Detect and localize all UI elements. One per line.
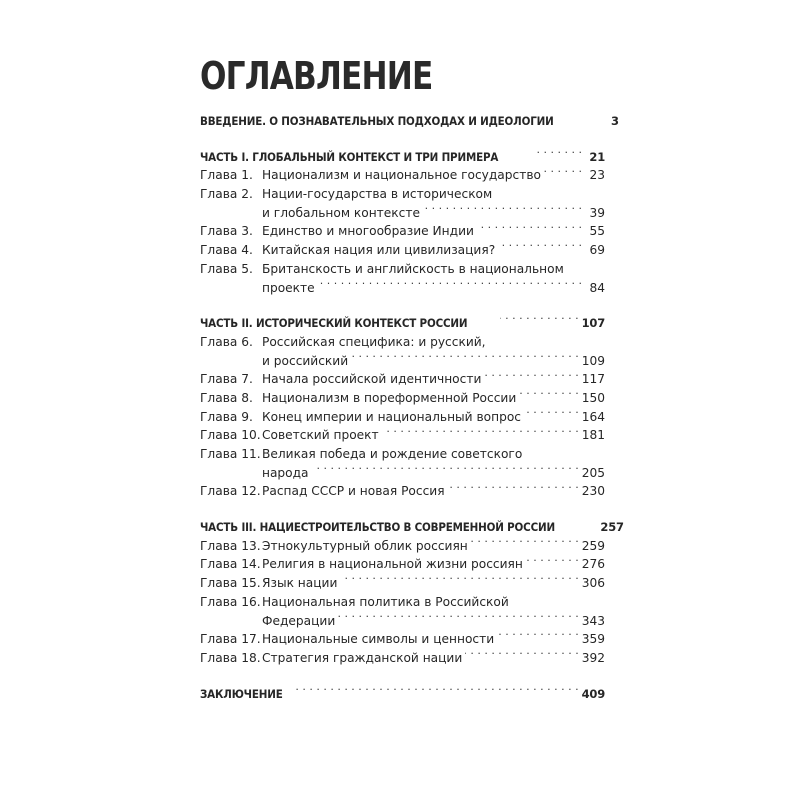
toc-page-number: 392	[581, 650, 605, 665]
toc-entry-text: Федерации	[262, 613, 336, 628]
toc-page-number: 164	[581, 409, 605, 424]
chapter-label: Глава 4.	[200, 243, 253, 258]
toc-entry-chapter-10	[200, 426, 605, 445]
leader-dots	[534, 150, 582, 162]
chapter-label: Глава 14.	[200, 557, 261, 572]
chapter-label: Глава 9.	[200, 409, 253, 424]
toc-entry-text: и российский	[262, 353, 349, 368]
leader-dots	[338, 614, 578, 626]
chapter-label: Глава 5.	[200, 261, 253, 276]
toc-page-number: 259	[581, 538, 605, 553]
chapter-label: Глава 11.	[200, 447, 261, 461]
toc-entry-text: Религия в национальной жизни россиян	[262, 557, 523, 572]
toc-entry-text: Стратегия гражданской нации	[262, 650, 463, 665]
leader-dots	[526, 557, 579, 569]
toc-page-number: 150	[581, 390, 605, 405]
toc-entry-text: Национальная политика в Российской	[262, 594, 509, 609]
toc-page-number: 117	[581, 372, 605, 387]
toc-entry-chapter-8	[200, 389, 605, 408]
toc-entry-text: Распад СССР и новая Россия	[262, 484, 445, 499]
toc-entry-chapter-5-cont	[200, 279, 605, 298]
leader-dots	[477, 224, 582, 236]
chapter-label: Глава 13.	[200, 538, 261, 553]
toc-entry-conclusion	[200, 685, 605, 704]
toc-entry-text: и глобальном контексте	[262, 205, 420, 220]
leader-dots	[340, 576, 578, 588]
toc-page-number: 109	[581, 353, 605, 368]
chapter-label: Глава 15.	[200, 576, 261, 591]
toc-entry-part-3	[200, 518, 624, 537]
toc-entry-chapter-12	[200, 482, 605, 501]
toc-page-number: 306	[581, 576, 605, 591]
toc-entry-text: Национализм в пореформенной России	[262, 390, 517, 405]
toc-entry-chapter-16	[200, 593, 605, 612]
toc-page-number: 276	[581, 557, 605, 572]
page-title: ОГЛАВЛЕНИЕ	[200, 54, 433, 98]
toc-entry-chapter-2-cont	[200, 204, 605, 223]
toc-entry-intro	[200, 112, 619, 131]
leader-dots	[500, 316, 579, 328]
toc-entry-chapter-2	[200, 185, 605, 204]
toc-page-number: 230	[581, 484, 605, 499]
chapter-label: Глава 1.	[200, 168, 253, 183]
toc-entry-text: Российская специфика: и русский,	[262, 334, 486, 349]
toc-entry-text: Язык нации	[262, 576, 338, 591]
toc-entry-text: Национальные символы и ценности	[262, 632, 495, 647]
toc-page-number: 39	[589, 205, 605, 220]
toc-entry-text: Единство и многообразие Индии	[262, 224, 474, 239]
toc-entry-text: ЧАСТЬ III. НАЦИЕСТРОИТЕЛЬСТВО В СОВРЕМЕННОЙ РОССИИ	[200, 520, 555, 535]
chapter-label: Глава 6.	[200, 334, 253, 349]
toc-page-number: 55	[589, 224, 605, 239]
toc-entry-chapter-7	[200, 370, 605, 389]
leader-dots	[471, 539, 579, 551]
toc-page-number: 84	[589, 280, 605, 295]
toc-entry-chapter-9	[200, 408, 605, 427]
toc-page-number: 21	[589, 149, 605, 164]
leader-dots	[423, 206, 582, 218]
toc-entry-text: ЧАСТЬ I. ГЛОБАЛЬНЫЙ КОНТЕКСТ И ТРИ ПРИМЕРА	[200, 149, 499, 164]
leader-dots	[497, 632, 579, 644]
leader-dots	[465, 651, 578, 663]
toc-entry-chapter-3	[200, 222, 605, 241]
toc-entry-chapter-18	[200, 649, 605, 668]
toc-page-number: 3	[611, 114, 619, 128]
toc-entry-chapter-14	[200, 555, 605, 574]
toc-entry-part-1	[200, 148, 605, 167]
leader-dots	[351, 354, 579, 366]
table-of-contents	[200, 112, 624, 703]
chapter-label: Глава 16.	[200, 594, 261, 609]
toc-entry-chapter-1	[200, 166, 605, 185]
toc-page-number: 69	[589, 243, 605, 258]
chapter-label: Глава 2.	[200, 187, 253, 202]
toc-entry-text: Нации-государства в историческом	[262, 187, 493, 202]
toc-entry-chapter-16-cont	[200, 612, 605, 631]
toc-page-number: 409	[581, 686, 605, 701]
chapter-label: Глава 3.	[200, 224, 253, 239]
toc-page-number: 257	[600, 520, 624, 535]
toc-entry-chapter-6-cont	[200, 352, 605, 371]
chapter-label: Глава 18.	[200, 650, 261, 665]
leader-dots	[498, 243, 582, 255]
leader-dots	[484, 372, 578, 384]
toc-entry-text: Британскость и английскость в национальном	[262, 261, 564, 276]
toc-entry-text: Начала российской идентичности	[262, 372, 482, 387]
toc-entry-text: ЧАСТЬ II. ИСТОРИЧЕСКИЙ КОНТЕКСТ РОССИИ	[200, 316, 468, 331]
toc-entry-text: ЗАКЛЮЧЕНИЕ	[200, 686, 283, 701]
leader-dots	[448, 484, 579, 496]
leader-dots	[524, 410, 579, 422]
toc-entry-text: ВВЕДЕНИЕ. О ПОЗНАВАТЕЛЬНЫХ ПОДХОДАХ И ИДЕОЛОГИИ	[200, 114, 554, 128]
leader-dots	[318, 281, 582, 293]
toc-entry-text: народа	[262, 465, 309, 480]
toc-entry-chapter-17	[200, 630, 605, 649]
toc-entry-text: Китайская нация или цивилизация?	[262, 243, 496, 258]
toc-entry-text: Советский проект	[262, 428, 379, 443]
toc-entry-part-2	[200, 314, 605, 333]
toc-page-number: 23	[589, 168, 605, 183]
toc-entry-chapter-6	[200, 333, 605, 352]
toc-entry-chapter-15	[200, 574, 605, 593]
toc-page-number: 359	[581, 632, 605, 647]
toc-entry-text: Национализм и национальное государство	[262, 168, 541, 183]
toc-entry-chapter-4	[200, 241, 605, 260]
chapter-label: Глава 8.	[200, 390, 253, 405]
leader-dots	[312, 466, 579, 478]
leader-dots	[382, 428, 579, 440]
toc-entry-text: Великая победа и рождение советского	[262, 447, 523, 461]
leader-dots	[295, 687, 579, 699]
toc-entry-text: проекте	[262, 280, 315, 295]
leader-dots	[544, 168, 582, 180]
chapter-label: Глава 7.	[200, 372, 253, 387]
leader-dots	[519, 391, 578, 403]
toc-entry-text: Этнокультурный облик россиян	[262, 538, 468, 553]
toc-entry-text: Конец империи и национальный вопрос	[262, 409, 521, 424]
chapter-label: Глава 17.	[200, 632, 261, 647]
chapter-label: Глава 10.	[200, 428, 261, 443]
toc-page-number: 107	[581, 316, 605, 331]
toc-page-number: 205	[581, 465, 605, 480]
toc-page-number: 181	[581, 428, 605, 443]
toc-entry-chapter-5	[200, 260, 605, 279]
toc-page-number: 343	[581, 613, 605, 628]
toc-entry-chapter-13	[200, 537, 605, 556]
chapter-label: Глава 12.	[200, 484, 261, 499]
toc-entry-chapter-11-cont	[200, 464, 605, 483]
toc-entry-chapter-11	[200, 445, 605, 464]
